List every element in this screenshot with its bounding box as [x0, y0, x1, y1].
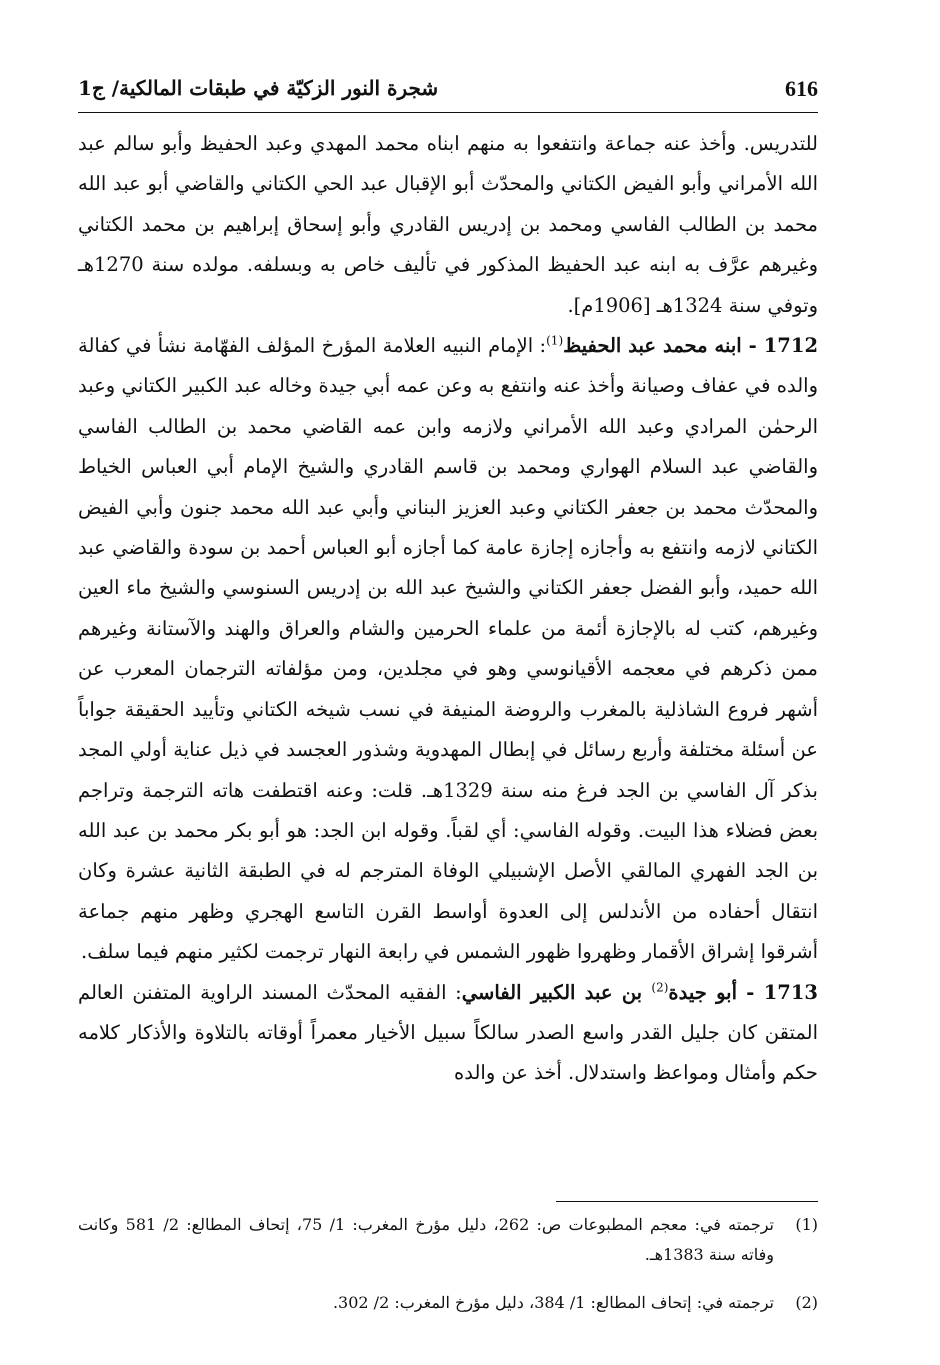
- entry-1712: [78, 326, 818, 973]
- entry-text: : الفقيه المحدّث المسند الراوية المتفنن العالم المتقن كان جليل القدر واسع الصدر سالكاً سبيل الأخيار معمراً أوقاته بالتلاوة والأذكار كلامه حكم وأمثال ومواعظ واستدلال. أخذ عن والده: [78, 980, 818, 1085]
- footnote: [78, 1210, 818, 1270]
- header-rule: [78, 112, 818, 113]
- entry-name: أبو جيدة: [668, 980, 738, 1004]
- entry-number: 1713 -: [737, 980, 818, 1004]
- entry-number: 1712 -: [741, 334, 819, 358]
- paragraph-continuation: للتدريس. وأخذ عنه جماعة وانتفعوا به منهم ابناه محمد المهدي وعبد الحفيظ وأبو سالم عبد الله الأمراني وأبو الفيض الكتاني والمحدّث أبو الإقبال عبد الحي الكتاني والقاضي أبو عبد الله محمد بن الطالب الفاسي ومحمد بن إدريس القادري وأبو إسحاق إبراهيم بن محمد الكتاني وغيرهم عرَّف به ابنه عبد الحفيظ المذكور في تأليف خاص به وبسلفه. مولده سنة 1270هـ وتوفي سنة 1324هـ [1906م].: [78, 132, 818, 317]
- entry-name: ابنه محمد عبد الحفيظ: [563, 334, 742, 358]
- footnote-text: ترجمته في: إتحاف المطالع: 1/ 384، دليل مؤرخ المغرب: 2/ 302.: [332, 1293, 774, 1312]
- page-header: [78, 76, 818, 110]
- main-text: [78, 124, 818, 1094]
- footnote-rule: [556, 1201, 818, 1202]
- footnote: [78, 1288, 818, 1318]
- entry-1713: [78, 973, 818, 1094]
- footnote-ref: (2): [651, 980, 669, 995]
- footnotes: [78, 1210, 818, 1318]
- footnote-mark: (1): [795, 1215, 818, 1234]
- entry-name-continued: بن عبد الكبير الفاسي: [461, 980, 652, 1004]
- page-number: 616: [785, 76, 818, 101]
- footnote-ref: (1): [546, 333, 564, 348]
- footnote-text: ترجمته في: معجم المطبوعات ص: 262، دليل مؤرخ المغرب: 1/ 75، إتحاف المطالع: 2/ 581 وكانت وفاته سنة 1383هـ.: [78, 1215, 774, 1264]
- footnote-mark: (2): [795, 1293, 818, 1312]
- running-title: شجرة النور الزكيّة في طبقات المالكية/ ج1: [78, 76, 439, 100]
- entry-text: : الإمام النبيه العلامة المؤرخ المؤلف الفهّامة نشأ في كفالة والده في عفاف وصيانة وأخذ عنه وانتفع به وعن عمه أبي جيدة وخاله عبد الكبير الكتاني وعبد الرحمٰن المرادي وعبد الله الأمراني ولازمه وابن عمه القاضي محمد بن الطالب الفاسي والقاضي عبد السلام الهواري ومحمد بن قاسم القادري والشيخ الإمام أبي العباس الخياط والمحدّث محمد بن جعفر الكتاني وعبد العزيز البناني وأبي عبد الله محمد جنون وأبي الفيض الكتاني لازمه وانتفع به وأجازه إجازة عامة كما أجازه أبو العباس أحمد بن سودة والقاضي عبد الله حميد، وأبو الفضل جعفر الكتاني والشيخ عبد الله بن إدريس السنوسي والشيخ ماء العين وغيرهم، كتب له بالإجازة أئمة من علماء الحرمين والشام والعراق والهند والآستانة وغيرهم ممن ذكرهم في معجمه الأقيانوسي وهو في مجلدين، ومن مؤلفاته الترجمان المعرب عن أشهر فروع الشاذلية بالمغرب والروضة المنيفة في نسب شيخه الكتاني وتأييد الحقيقة جواباً عن أسئلة مختلفة وأربع رسائل في إبطال المهدوية وشذور العجسد في ذيل عناية أولي المجد بذكر آل الفاسي بن الجد فرغ منه سنة 1329هـ. قلت: وعنه اقتطفت هاته الترجمة وتراجم بعض فضلاء هذا البيت. وقوله الفاسي: أي لقباً. وقوله ابن الجد: هو أبو بكر محمد بن عبد الله بن الجد الفهري المالقي الأصل الإشبيلي الوفاة المترجم له في الطبقة الثانية عشرة وكان انتقال أحفاده من الأندلس إلى العدوة أواسط القرن التاسع الهجري وظهر منهم جماعة أشرقوا إشراق الأقمار وظهروا ظهور الشمس في رابعة النهار ترجمت لكثير منهم فيما سلف.: [78, 334, 818, 964]
